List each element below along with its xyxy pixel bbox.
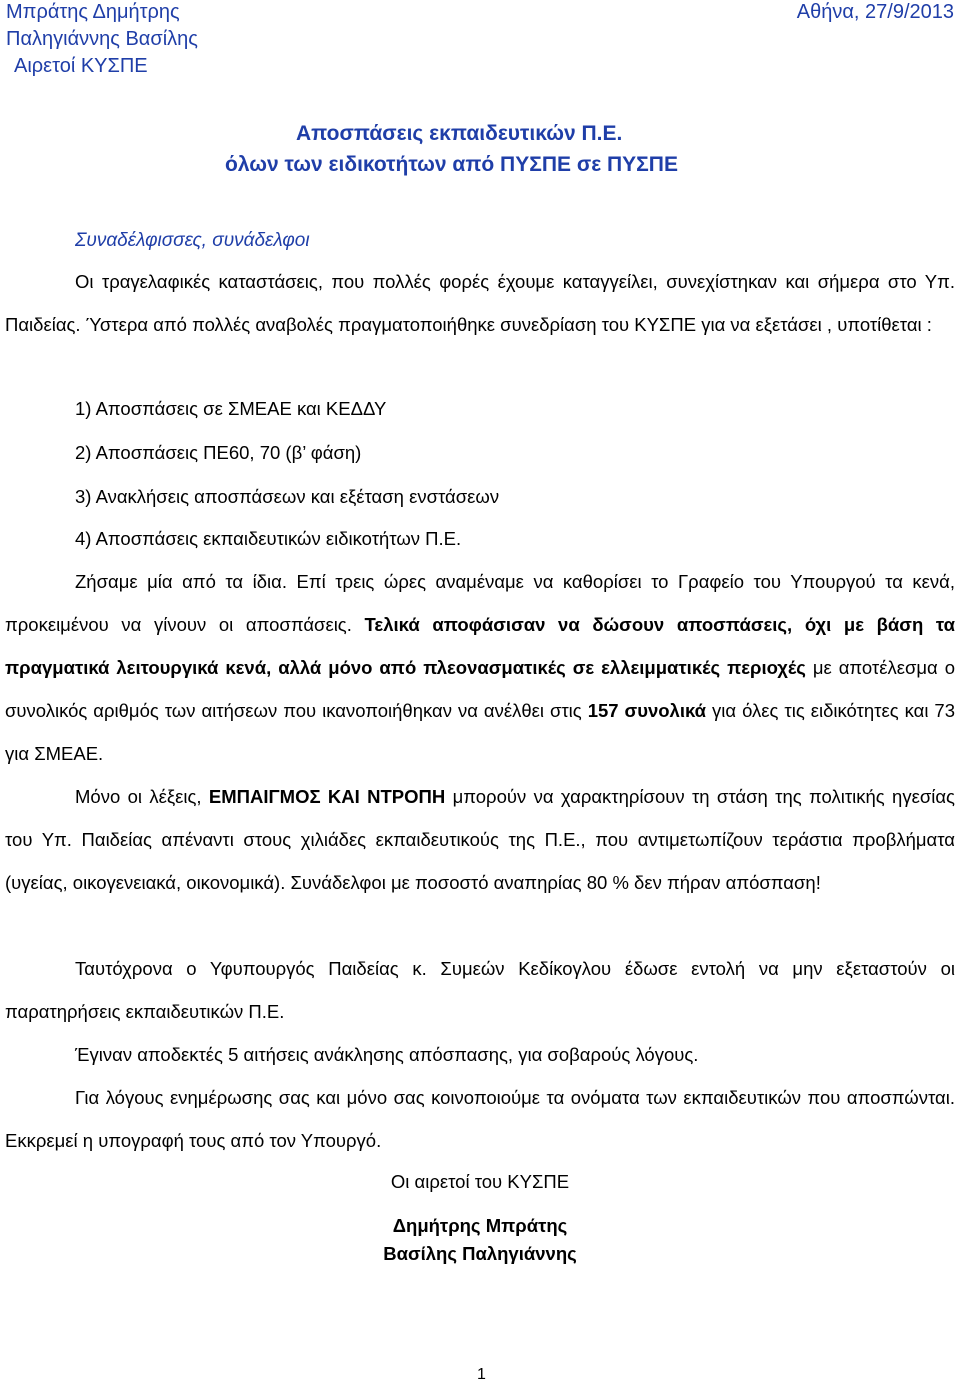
criticism-paragraph: [5, 775, 955, 904]
decision-text-1: Ζήσαμε μία από τα ίδια. Επί τρεις ώρες αναμέναμε να καθορίσει το Γραφείο του Υπουργού τα κενά, προκειμένου να γίνουν οι αποσπάσεις.: [5, 571, 955, 635]
decision-text-3: για όλες τις ειδικότητες και 73 για ΣΜΕΑΕ.: [5, 700, 955, 764]
place-date: Αθήνα, 27/9/2013: [796, 1, 954, 23]
names-notice-paragraph: Για λόγους ενημέρωσης σας και μόνο σας κοινοποιούμε τα ονόματα των εκπαιδευτικών που αποσπώνται. Εκκρεμεί η υπογραφή τους από τον Υπουργό.: [5, 1087, 955, 1151]
greeting: Συναδέλφισσες, συνάδελφοι: [75, 230, 310, 251]
deputy-minister-paragraph: Ταυτόχρονα ο Υφυπουργός Παιδείας κ. Συμεών Κεδίκογλου έδωσε εντολή να μην εξεταστούν οι παρατηρήσεις εκπαιδευτικών Π.Ε.: [5, 958, 955, 1022]
signature-closing: Οι αιρετοί του ΚΥΣΠΕ: [390, 1171, 570, 1192]
signature-name-2: Βασίλης Παληγιάννης: [383, 1243, 577, 1264]
intro-paragraph: Οι τραγελαφικές καταστάσεις, που πολλές φορές έχουμε καταγγείλει, συνεχίστηκαν και σήμερα στο Υπ. Παιδείας. Ύστερα από πολλές αναβολές πραγματοποιήθηκε συνεδρίαση του ΚΥΣΠΕ για να εξετάσει , υποτίθεται :: [5, 271, 955, 335]
agenda-item: 3) Ανακλήσεις αποσπάσεων και εξέταση ενστάσεων: [75, 486, 500, 507]
agenda-item: 4) Αποσπάσεις εκπαιδευτικών ειδικοτήτων Π.Ε.: [75, 528, 462, 549]
decision-emphasis-1: Τελικά αποφάσισαν να δώσουν αποσπάσεις, όχι με βάση τα πραγματικά λειτουργικά κενά, αλλά μόνο από πλεονασματικές σε ελλειμματικές περιοχές: [5, 614, 955, 678]
criticism-emphasis: ΕΜΠΑΙΓΜΟΣ ΚΑΙ ΝΤΡΟΠΗ: [208, 786, 446, 807]
revocation-paragraph: Έγιναν αποδεκτές 5 αιτήσεις ανάκλησης απόσπασης, για σοβαρούς λόγους.: [75, 1044, 699, 1065]
author-role: Αιρετοί ΚΥΣΠΕ: [14, 55, 148, 77]
agenda-item: 1) Αποσπάσεις σε ΣΜΕΑΕ και ΚΕΔΔΥ: [75, 398, 387, 419]
agenda-item: 2) Αποσπάσεις ΠΕ60, 70 (β’ φάση): [75, 442, 362, 463]
criticism-text-1: Μόνο οι λέξεις,: [75, 786, 209, 807]
criticism-text-2: μπορούν να χαρακτηρίσουν τη στάση της πολιτικής ηγεσίας του Υπ. Παιδείας απέναντι στους χιλιάδες εκπαιδευτικούς της Π.Ε., που αντιμετωπίζουν τεράστια προβλήματα (υγείας, οικογενειακά, οικονομικά). Συνάδελφοι με ποσοστό αναπηρίας 80 % δεν πήραν απόσπαση!: [5, 786, 955, 893]
decision-emphasis-2: 157 συνολικά: [587, 700, 707, 721]
author-name-2: Παληγιάννης Βασίλης: [6, 28, 198, 50]
author-name-1: Μπράτης Δημήτρης: [6, 1, 180, 23]
decision-paragraph: [5, 560, 955, 775]
decision-text-2: με αποτέλεσμα ο συνολικός αριθμός των αιτήσεων που ικανοποιήθηκαν να ανέλθει στις: [5, 657, 956, 721]
title-line-2: όλων των ειδικοτήτων από ΠΥΣΠΕ σε ΠΥΣΠΕ: [225, 153, 678, 176]
signature-name-1: Δημήτρης Μπράτης: [392, 1215, 568, 1236]
page-number: 1: [477, 1366, 486, 1383]
title-line-1: Αποσπάσεις εκπαιδευτικών Π.Ε.: [296, 122, 623, 145]
